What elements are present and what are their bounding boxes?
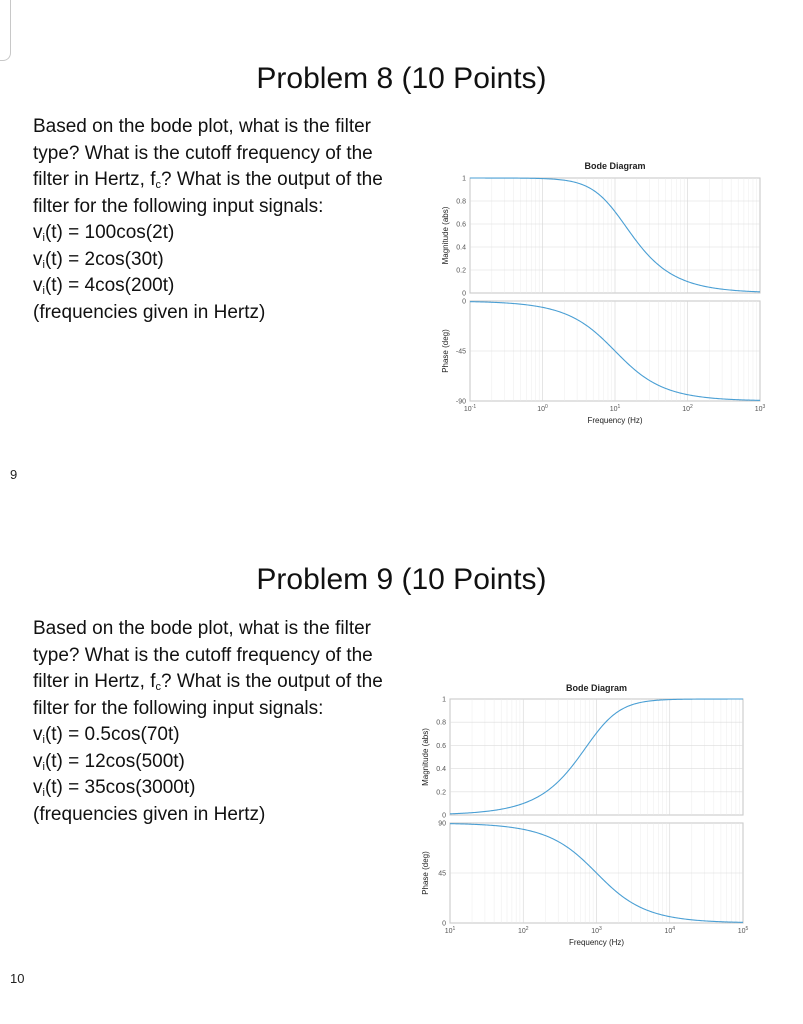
y-axis-label: Phase (deg) xyxy=(441,329,450,373)
input-signal: $v_i(t) = 12\cos(500t)$ xyxy=(33,750,185,773)
y-axis-label: Phase (deg) xyxy=(421,851,430,895)
problem-8-question xyxy=(33,114,433,326)
question-text: ? What is the output of the xyxy=(160,169,383,190)
question-line: type? What is the cutoff frequency of the xyxy=(33,644,373,666)
input-signal: $v_i(t) = 0.5\cos(70t)$ xyxy=(33,724,180,746)
y-tick-label: -90 xyxy=(455,398,466,406)
y-tick-label: 0 xyxy=(462,298,466,306)
cutoff-subscript: c xyxy=(155,681,161,693)
x-tick-label: $10^0$ xyxy=(537,404,548,413)
question-text: filter in Hertz, f xyxy=(33,169,156,190)
y-tick-label: 90 xyxy=(438,820,446,828)
y-tick-label: 0 xyxy=(442,812,446,820)
page-number: 10 xyxy=(10,971,25,986)
question-line: Based on the bode plot, what is the filter xyxy=(33,116,371,137)
problem-9-title: Problem 9 (10 Points) xyxy=(256,563,547,596)
bode-plot-highpass xyxy=(405,680,775,955)
chart-title: Bode Diagram xyxy=(584,161,646,171)
y-tick-label: 0.6 xyxy=(436,742,446,750)
question-line: type? What is the cutoff frequency of the xyxy=(33,142,373,164)
chart-title: Bode Diagram xyxy=(565,683,628,693)
x-axis-label: Frequency (Hz) xyxy=(587,416,643,425)
page-number: 9 xyxy=(10,467,18,482)
frequency-note: (frequencies given in Hertz) xyxy=(33,301,266,323)
input-signal: $v_i(t) = 4\cos(200t)$ xyxy=(33,275,175,297)
x-tick-label: $10^1$ xyxy=(444,926,456,935)
x-tick-label: $10^5$ xyxy=(737,926,749,935)
y-tick-label: 45 xyxy=(438,870,446,878)
y-tick-label: 0.4 xyxy=(456,244,466,252)
x-axis-label: Frequency (Hz) xyxy=(568,938,625,947)
question-line: Based on the bode plot, what is the filter xyxy=(33,618,371,639)
x-tick-label: $10^3$ xyxy=(591,926,602,935)
question-text: ? What is the output of the xyxy=(160,671,383,692)
y-tick-label: 1 xyxy=(442,696,446,704)
y-tick-label: 0.2 xyxy=(436,789,446,797)
x-tick-label: $10^{-1}$ xyxy=(463,404,477,413)
y-axis-label: Magnitude (abs) xyxy=(441,206,450,265)
question-text: filter in Hertz, f xyxy=(33,671,156,692)
y-axis-label: Magnitude (abs) xyxy=(421,728,430,786)
question-line xyxy=(33,669,433,696)
y-tick-label: -45 xyxy=(455,348,466,356)
question-line xyxy=(33,167,433,194)
x-tick-label: $10^2$ xyxy=(517,926,529,935)
y-tick-label: 0.4 xyxy=(436,766,446,774)
y-tick-label: 0 xyxy=(442,920,446,928)
x-tick-label: $10^4$ xyxy=(664,926,676,935)
frequency-note: (frequencies given in Hertz) xyxy=(33,803,266,825)
y-tick-label: 0.6 xyxy=(456,221,466,229)
y-tick-label: 0.8 xyxy=(436,719,446,727)
y-tick-label: 1 xyxy=(462,175,466,183)
input-signal: $v_i(t) = 100\cos(2t)$ xyxy=(33,222,175,244)
x-tick-label: $10^1$ xyxy=(609,404,621,413)
input-signal: $v_i(t) = 2\cos(30t)$ xyxy=(33,248,164,271)
x-tick-label: $10^3$ xyxy=(754,404,766,413)
bode-plot-lowpass xyxy=(420,158,780,438)
cutoff-subscript: c xyxy=(155,179,161,191)
y-tick-label: 0 xyxy=(462,290,466,298)
page-margin-rule xyxy=(0,0,11,61)
problem-9-question xyxy=(33,616,433,828)
question-line: filter for the following input signals: xyxy=(33,195,324,217)
y-tick-label: 0.2 xyxy=(456,267,466,275)
x-tick-label: $10^2$ xyxy=(682,404,693,413)
question-line: filter for the following input signals: xyxy=(33,697,324,719)
problem-8-title: Problem 8 (10 Points) xyxy=(256,62,547,95)
input-signal: $v_i(t) = 35\cos(3000t)$ xyxy=(33,777,196,799)
y-tick-label: 0.8 xyxy=(456,198,466,206)
